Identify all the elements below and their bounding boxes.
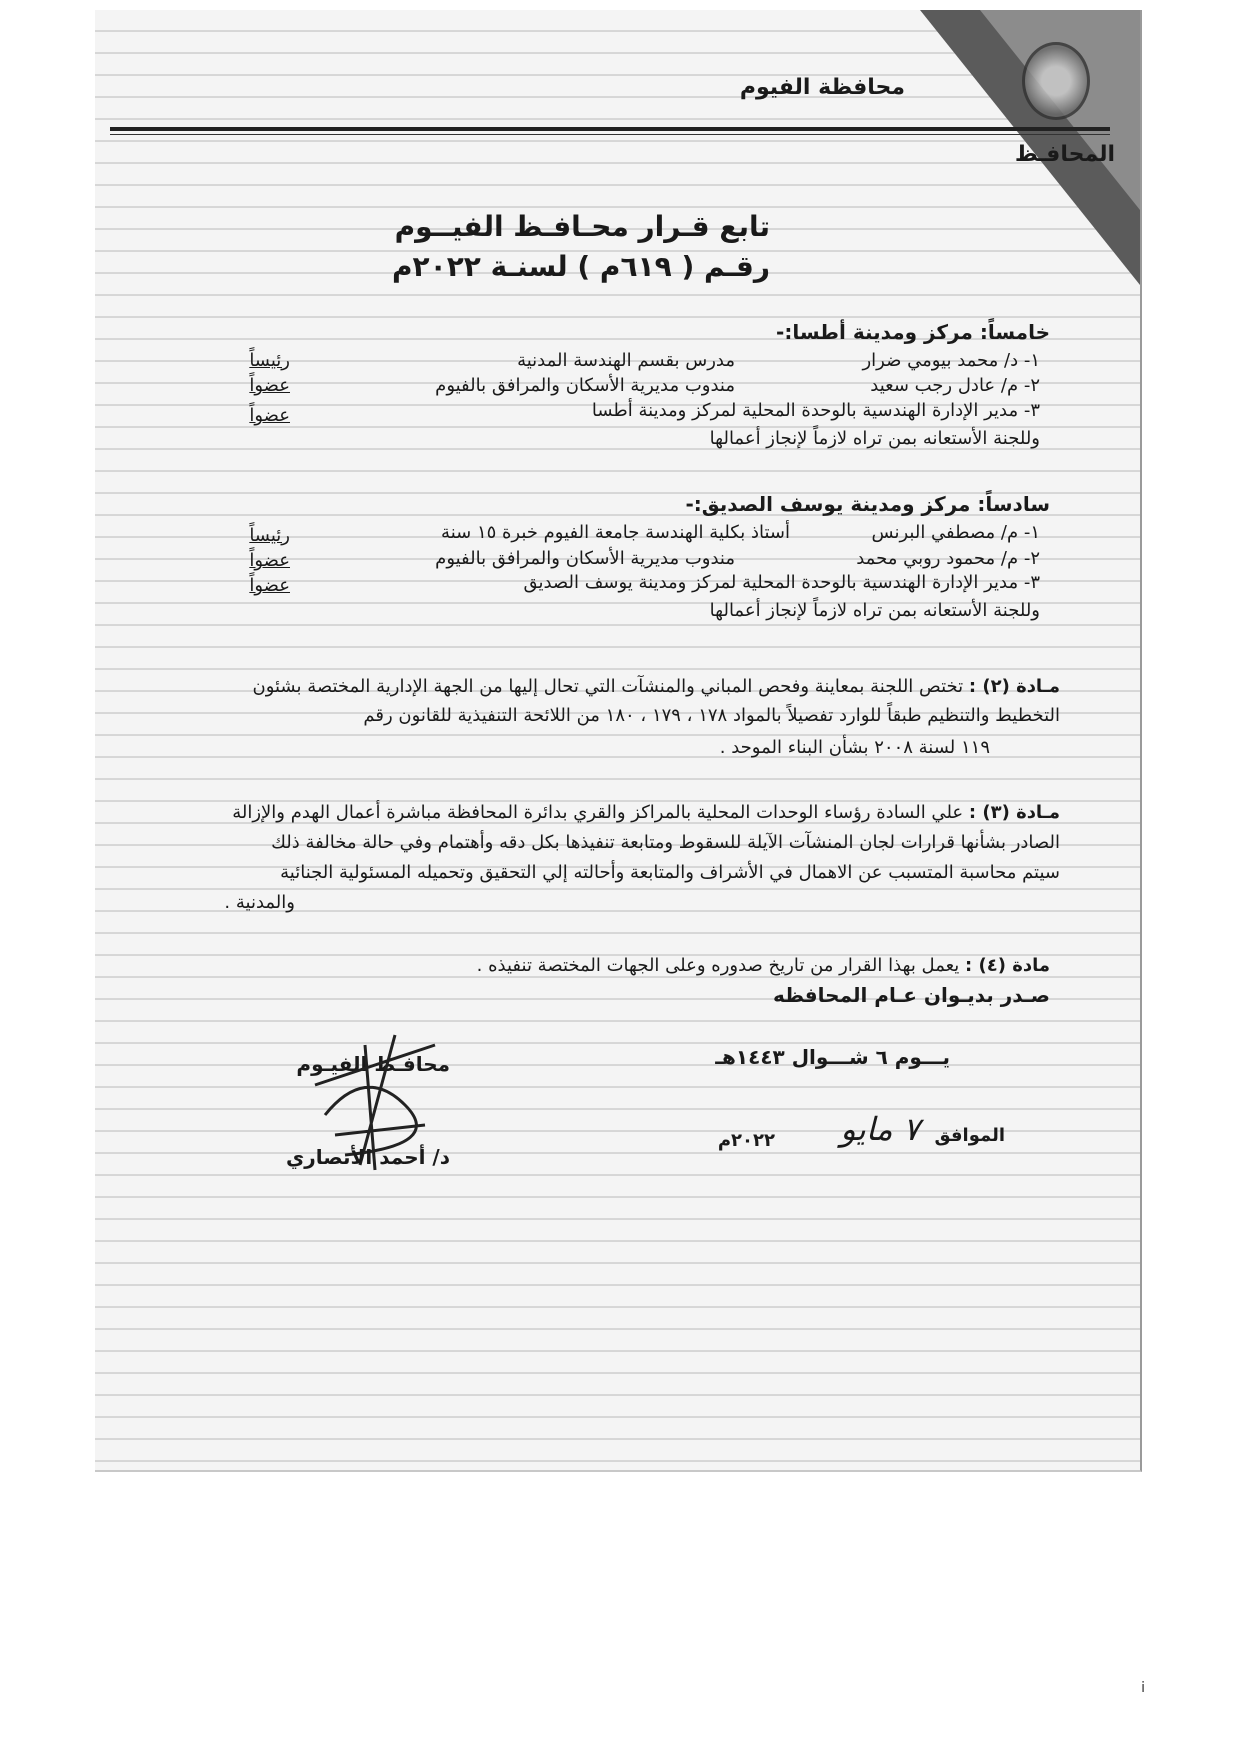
issued-at: صـدر بديـوان عـام المحافظه [772,983,1050,1007]
section6-row3-name: ٣- مدير الإدارة الهندسية بالوحدة المحلية لمركز ومدينة يوسف الصديق [523,572,1040,593]
article4-line [477,955,1050,976]
section6-row2-name: ٢- م/ محمود روبي محمد [856,548,1040,569]
article4-text: يعمل بهذا القرار من تاريخ صدوره وعلى الجهات المختصة تنفيذه . [476,955,960,976]
section5-row1-desc: مدرس بقسم الهندسة المدنية [517,350,735,371]
article3-line1 [200,802,1060,823]
article3-label: مـادة (٣) : [968,802,1060,823]
page-marker: i [1141,1680,1145,1696]
gregorian-label: الموافق [934,1125,1005,1146]
header-rule [110,127,1110,131]
article4-label: مادة (٤) : [965,955,1050,976]
section6-row2-desc: مندوب مديرية الأسكان والمرافق بالفيوم [435,548,735,569]
section6-row1-role: رئيساً [249,525,290,546]
signatory-title: محافـظ الفيـوم [296,1052,450,1076]
section5-row2-desc: مندوب مديرية الأسكان والمرافق بالفيوم [435,375,735,396]
gregorian-handwritten: ٧ مايو [840,1110,920,1148]
article3-line4: والمدنية . [224,892,295,913]
governorate-name: محافظة الفيوم [739,75,905,100]
section6-note: وللجنة الأستعانه بمن تراه لازماً لإنجاز أعمالها [709,600,1040,621]
article3-line2: الصادر بشأنها قرارات لجان المنشآت الآيلة للسقوط ومتابعة تنفيذها بكل دقه وأهتمام وفي حالة مخالفة ذلك [271,832,1060,853]
header-rule-thin [110,134,1110,135]
section5-note: وللجنة الأستعانه بمن تراه لازماً لإنجاز أعمالها [709,428,1040,449]
gregorian-year: ٢٠٢٢م [717,1130,775,1151]
signatory-name: د/ أحمد الأنصاري [285,1145,450,1169]
section5-row1-role: رئيساً [249,350,290,371]
section6-row3-role: عضواً [249,575,290,596]
article3-line3: سيتم محاسبة المتسبب عن الاهمال في الأشراف والمتابعة وأحالته إلي التحقيق وتحميله المسئولية الجنائية [280,862,1060,883]
section5-row3-name: ٣- مدير الإدارة الهندسية بالوحدة المحلية لمركز ومدينة أطسا [591,400,1040,421]
governorate-seal-icon [1022,42,1090,120]
hijri-date: يـــوم ٦ شـــوال ١٤٤٣هـ [715,1045,950,1069]
section5-row1-name: ١- د/ محمد بيومي ضرار [862,350,1040,371]
article2-line2: التخطيط والتنظيم طبقاً للوارد تفصيلاً بالمواد ١٧٨ ، ١٧٩ ، ١٨٠ من اللائحة التنفيذية للقانون رقم [363,705,1060,726]
article2-label: مـادة (٢) : [968,676,1060,697]
decree-number: رقـم ( ٦١٩م ) لسنـة ٢٠٢٢م [391,250,770,283]
office-label: المحافـظ [1014,142,1115,167]
section6-row1-name: ١- م/ مصطفي البرنس [871,522,1040,543]
section5-row3-role: عضواً [249,405,290,426]
section5-heading: خامساً: مركز ومدينة أطسا:- [776,320,1050,344]
article3-text1: علي السادة رؤساء الوحدات المحلية بالمراكز والقري بدائرة المحافظة مباشرة أعمال الهدم والإزالة [232,802,964,823]
article2-line3: ١١٩ لسنة ٢٠٠٨ بشأن البناء الموحد . [719,737,990,758]
section5-row2-name: ٢- م/ عادل رجب سعيد [870,375,1040,396]
section5-row2-role: عضواً [249,375,290,396]
article2-line1 [200,676,1060,697]
article2-text1: تختص اللجنة بمعاينة وفحص المباني والمنشآت التي تحال إليها من الجهة الإدارية المختصة بشئون [252,676,964,697]
section6-row1-desc: أستاذ بكلية الهندسة جامعة الفيوم خبرة ١٥ سنة [441,522,790,543]
section6-row2-role: عضواً [249,550,290,571]
section6-heading: سادساً: مركز ومدينة يوسف الصديق:- [685,492,1050,516]
decree-title: تابع قـرار محـافـظ الفيــوم [394,210,770,243]
